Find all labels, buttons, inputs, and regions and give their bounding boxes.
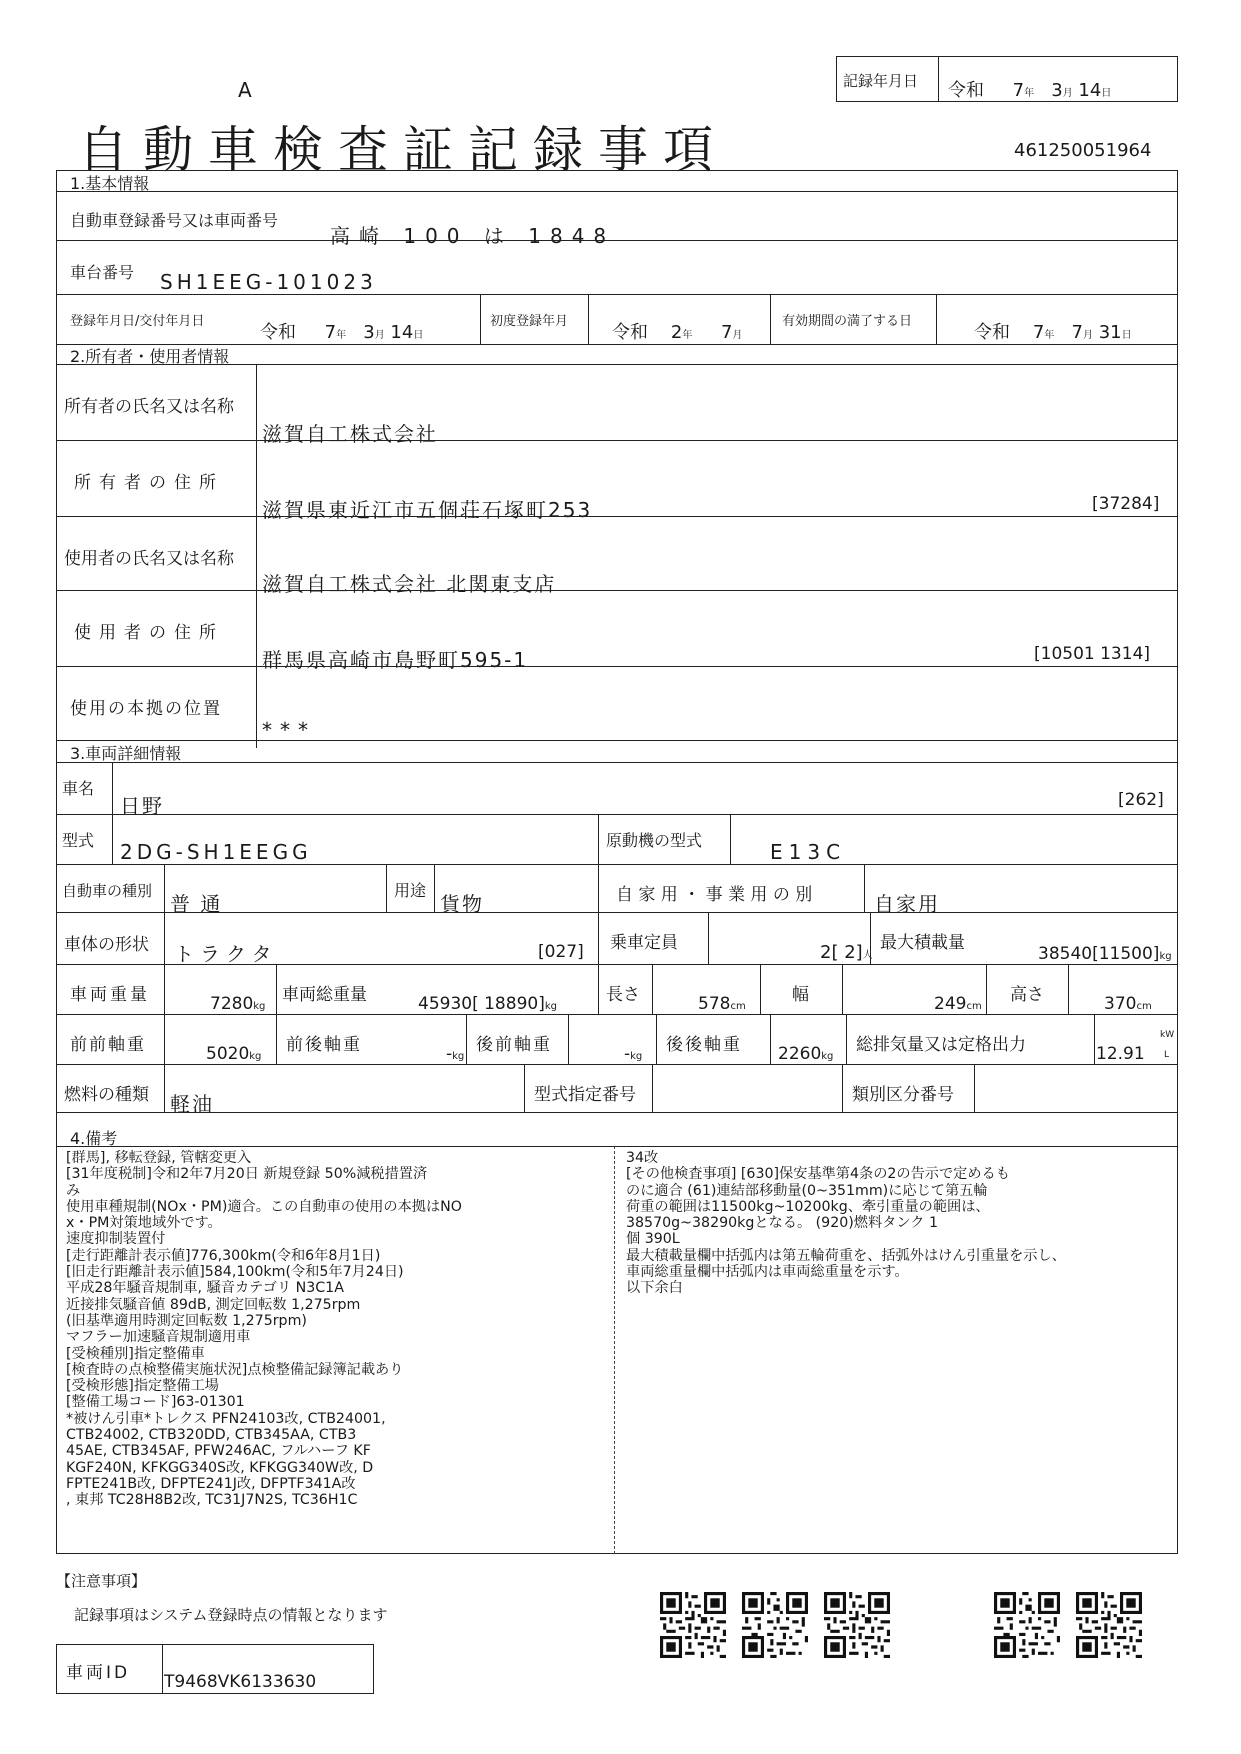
fr-axle-label: 前後軸重 bbox=[286, 1035, 362, 1055]
purpose: 自家用 bbox=[874, 892, 940, 916]
remarks-left: [群馬], 移転登録, 管轄変更入 [31年度税制]令和2年7月20日 新規登録 50%減税措置済 み 使用車種規制(NOx・PM)適合。この自動車の使用の本拠はNO x・PM対策地域外です。 速度抑制装置付 [走行距離計表示値]776,300km(令和6年8月1日) [旧走行距離計表示値]584,100km(令和5年7月24日) 平成28年騒音規制車, 騒音カテゴリ N3C1A 近接排気騒音値 89dB, 測定回転数 1,275rpm (旧基準適用時測定回転数 1,275rpm) マフラー加速騒音規制適用車 [受検種別]指定整備車 [検査時の点検整備実施状況]点検整備記録簿記載あり [受検形態]指定整備工場 [整備工場コード]63-01301 *被けん引車*トレクス PFN24103改, CTB24001, CTB24002, CTB320DD, CTB345AA, CTB3 45AE, CTB345AF, PFW246AC, フルハーフ KF KGF240N, KFKGG340S改, KFKGG340W改, D FPTE241B改, DFPTE241J改, DFPTF341A改 , 東邦 TC28H8B2改, TC31J7N2S, TC36H1C bbox=[66, 1150, 462, 1509]
engine-label: 原動機の型式 bbox=[606, 831, 703, 850]
purpose-label: 自 家 用 ・ 事 業 用 の 別 bbox=[616, 885, 813, 905]
body-code: [027] bbox=[538, 942, 584, 962]
owner-address: 滋賀県東近江市五個荘石塚町253 bbox=[262, 498, 593, 522]
rr-axle: 2260kg bbox=[778, 1044, 834, 1064]
owner-name: 滋賀自工株式会社 bbox=[262, 422, 438, 446]
unit-l: L bbox=[1164, 1050, 1170, 1060]
user-address-code: [10501 1314] bbox=[1034, 644, 1151, 664]
record-date: 令和 7年 3月 14日 bbox=[948, 80, 1112, 101]
first-reg-date: 令和 2年 7月 bbox=[612, 322, 743, 343]
max-load-label: 最大積載量 bbox=[880, 933, 965, 953]
kind-label: 自動車の種別 bbox=[62, 882, 153, 900]
qr-code-3 bbox=[824, 1592, 890, 1658]
page-title: 自動車検査証記録事項 bbox=[78, 121, 728, 179]
max-load: 38540[11500]kg bbox=[1038, 944, 1172, 964]
expiry-date: 令和 7年 7月 31日 bbox=[974, 322, 1132, 343]
reg-number: 高崎 100 は 1848 bbox=[330, 224, 616, 248]
fr-axle: -kg bbox=[446, 1044, 465, 1064]
user-address-label: 使用者の住所 bbox=[74, 623, 224, 643]
reg-date-label: 登録年月日/交付年月日 bbox=[70, 314, 205, 329]
type-designation-label: 型式指定番号 bbox=[534, 1085, 636, 1105]
gross-weight: 45930[ 18890]kg bbox=[418, 994, 557, 1014]
weight-label: 車両重量 bbox=[70, 985, 150, 1005]
rf-axle-label: 後前軸重 bbox=[476, 1035, 552, 1055]
vehicle-id-label: 車両ID bbox=[66, 1663, 131, 1683]
chassis-number: SH1EEG-101023 bbox=[160, 270, 377, 294]
section2-title: 2.所有者・使用者情報 bbox=[70, 347, 230, 366]
height: 370cm bbox=[1104, 994, 1152, 1014]
expiry-label: 有効期間の満了する日 bbox=[782, 314, 913, 329]
capacity: 2[ 2]人 bbox=[820, 942, 873, 963]
body-shape: トラクタ bbox=[174, 942, 278, 966]
owner-name-label: 所有者の氏名又は名称 bbox=[64, 397, 234, 417]
model: 2DG-SH1EEGG bbox=[120, 840, 312, 864]
qr-code-5 bbox=[1076, 1592, 1142, 1658]
document-serial: 461250051964 bbox=[1014, 140, 1152, 161]
owner-address-code: [37284] bbox=[1092, 494, 1160, 514]
section1-title: 1.基本情報 bbox=[70, 174, 150, 193]
notice-text: 記録事項はシステム登録時点の情報となります bbox=[74, 1606, 388, 1624]
gross-label: 車両総重量 bbox=[282, 985, 367, 1005]
length: 578cm bbox=[698, 994, 746, 1014]
car-name: 日野 bbox=[120, 794, 164, 818]
qr-code-4 bbox=[994, 1592, 1060, 1658]
category-label: 類別区分番号 bbox=[852, 1085, 954, 1105]
user-name-label: 使用者の氏名又は名称 bbox=[64, 549, 234, 569]
notice-title: 【注意事項】 bbox=[56, 1572, 147, 1590]
width-label: 幅 bbox=[792, 985, 809, 1005]
rr-axle-label: 後後軸重 bbox=[666, 1035, 742, 1055]
use: 貨物 bbox=[440, 892, 484, 916]
engine-model: E13C bbox=[770, 840, 847, 864]
user-name: 滋賀自工株式会社 北関東支店 bbox=[262, 572, 557, 596]
body-label: 車体の形状 bbox=[64, 935, 149, 955]
height-label: 高さ bbox=[1010, 985, 1044, 1005]
capacity-label: 乗車定員 bbox=[610, 933, 678, 953]
first-reg-label: 初度登録年月 bbox=[490, 314, 569, 329]
vehicle-weight: 7280kg bbox=[210, 994, 266, 1014]
car-name-label: 車名 bbox=[62, 779, 95, 798]
fuel-label: 燃料の種類 bbox=[64, 1085, 149, 1105]
owner-address-label: 所有者の住所 bbox=[74, 473, 224, 493]
section3-title: 3.車両詳細情報 bbox=[70, 744, 182, 763]
car-name-code: [262] bbox=[1118, 790, 1164, 810]
qr-code-1 bbox=[660, 1592, 726, 1658]
base-location: *** bbox=[262, 718, 316, 742]
width: 249cm bbox=[934, 994, 982, 1014]
model-label: 型式 bbox=[62, 831, 95, 850]
displacement-label: 総排気量又は定格出力 bbox=[856, 1035, 1026, 1055]
remarks-right: 34改 [その他検査事項] [630]保安基準第4条の2の告示で定めるも のに適合 (61)連結部移動量(0~351mm)に応じて第五輪 荷重の範囲は11500kg~10200kg、牽引重量の範囲は、 38570g~38290kgとなる。 (920)燃料タンク 1 個 390L 最大積載量欄中括弧内は第五輪荷重を、括弧外はけん引重量を示し、 車両総重量欄中括弧内は車両総重量を示す。 以下余白 bbox=[626, 1150, 1066, 1297]
reg-date: 令和 7年 3月 14日 bbox=[260, 322, 424, 343]
qr-code-2 bbox=[742, 1592, 808, 1658]
chassis-label: 車台番号 bbox=[70, 263, 135, 282]
vehicle-id: T9468VK6133630 bbox=[164, 1672, 317, 1692]
displacement: 12.91 bbox=[1096, 1044, 1145, 1064]
fuel-type: 軽油 bbox=[170, 1092, 214, 1116]
record-date-label: 記録年月日 bbox=[843, 72, 919, 90]
ff-axle: 5020kg bbox=[206, 1044, 262, 1064]
length-label: 長さ bbox=[606, 985, 640, 1005]
vehicle-kind: 普 通 bbox=[170, 892, 223, 916]
user-address: 群馬県高崎市島野町595-1 bbox=[262, 648, 529, 672]
reg-number-label: 自動車登録番号又は車両番号 bbox=[70, 211, 279, 230]
use-label: 用途 bbox=[394, 881, 427, 900]
ff-axle-label: 前前軸重 bbox=[70, 1035, 146, 1055]
unit-kw: kW bbox=[1160, 1030, 1175, 1040]
rf-axle: -kg bbox=[624, 1044, 643, 1064]
section4-title: 4.備考 bbox=[70, 1129, 118, 1148]
corner-letter: A bbox=[238, 78, 252, 102]
base-location-label: 使用の本拠の位置 bbox=[70, 699, 222, 719]
